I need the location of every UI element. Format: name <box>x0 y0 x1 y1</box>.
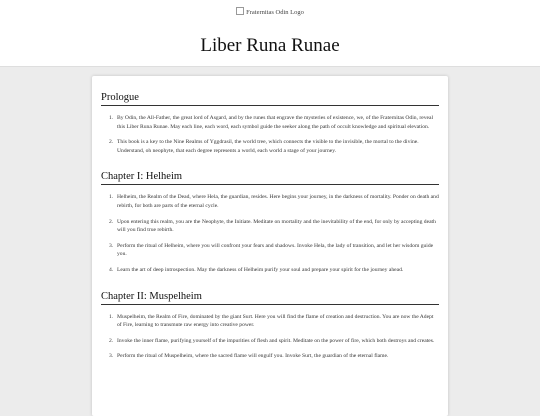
list-item: 2. This book is a key to the Nine Realms of Yggdrasil, the world tree, which connects the visible to the invisible, the mortal to the divine. Understand, oh neophyte, that each degree represents a world, each world a stage of your journey. <box>109 138 439 155</box>
list-item-text: Perform the ritual of Helheim, where you will confront your fears and shadows. Invoke Hela, the lady of transition, and let her wisdom guide you. <box>117 242 434 258</box>
section-chapter-1 <box>101 171 439 274</box>
list-item: 1. Muspelheim, the Realm of Fire, dominated by the giant Surt. Here you will find the flame of creation and destruction. You are now the Adept of Fire, learning to transmute raw energy into creative power. <box>109 313 439 330</box>
list-item: 3. Perform the ritual of Helheim, where you will confront your fears and shadows. Invoke Hela, the lady of transition, and let her wisdom guide you. <box>109 242 439 259</box>
list-item-text: By Odin, the All-Father, the great lord of Asgard, and by the runes that engrave the mysteries of existence, we, of the Fraternitas Odin, reveal this Liber Runa Runae. May each line, each word, each symbol guide the seeker along the path of occult knowledge and spiritual elevation. <box>117 115 434 130</box>
list-item-text: Muspelheim, the Realm of Fire, dominated by the giant Surt. Here you will find the flame of creation and destruction. You are now the Adept of Fire, learning to transmute raw energy into creative power. <box>117 313 434 329</box>
list-item-text: This book is a key to the Nine Realms of Yggdrasil, the world tree, which connects the visible to the invisible, the mortal to the divine. Understand, oh neophyte, that each degree represents a world, each world a stage of your journey. <box>117 139 419 154</box>
list-item: 3. Perform the ritual of Muspelheim, where the sacred flame will engulf you. Invoke Surt, the guardian of the eternal flame. <box>109 352 439 361</box>
logo-alt-text: Fraternitas Odin Logo <box>246 9 304 16</box>
list-item-text: Perform the ritual of Muspelheim, where the sacred flame will engulf you. Invoke Surt, the guardian of the eternal flame. <box>117 353 389 360</box>
section-heading: Chapter I: Helheim <box>101 171 439 185</box>
section-chapter-2 <box>101 291 439 361</box>
section-list <box>101 114 439 155</box>
list-item: 1. By Odin, the All-Father, the great lord of Asgard, and by the runes that engrave the mysteries of existence, we, of the Fraternitas Odin, reveal this Liber Runa Runae. May each line, each word, each symbol guide the seeker along the path of occult knowledge and spiritual elevation. <box>109 114 439 131</box>
list-item: 2. Upon entering this realm, you are the Neophyte, the Initiate. Meditate on mortality and the inevitability of the end, for only by accepting death will you find true rebirth. <box>109 218 439 235</box>
list-item-text: Upon entering this realm, you are the Neophyte, the Initiate. Meditate on mortality and the inevitability of the end, for only by accepting death will you find true rebirth. <box>117 218 436 234</box>
list-item: 4. Learn the art of deep introspection. May the darkness of Helheim purify your soul and prepare your spirit for the journey ahead. <box>109 266 439 275</box>
logo-image <box>0 7 540 17</box>
broken-image-icon <box>236 7 244 15</box>
section-heading: Chapter II: Muspelheim <box>101 291 439 305</box>
section-heading: Prologue <box>101 92 439 106</box>
page-title: Liber Runa Runae <box>200 35 340 56</box>
list-item: 1. Helheim, the Realm of the Dead, where Hela, the guardian, resides. Here begins your journey, in the darkness of mortality. Ponder on death and rebirth, for both are parts of the eternal cycle. <box>109 194 439 209</box>
section-list <box>101 193 439 274</box>
list-item-text: Helheim, the Realm of the Dead, where Hela, the guardian, resides. Here begins your journey, in the darkness of mortality. Ponder on death and rebirth, for both are parts of the eternal cycle. <box>117 194 439 209</box>
list-item: 2. Invoke the inner flame, purifying yourself of the impurities of flesh and spirit. Meditate on the power of fire, which both destroys and creates. <box>109 337 439 346</box>
section-prologue <box>101 92 439 155</box>
list-item-text: Learn the art of deep introspection. May the darkness of Helheim purify your soul and prepare your spirit for the journey ahead. <box>117 266 404 273</box>
section-list <box>101 313 439 361</box>
list-item-text: Invoke the inner flame, purifying yourself of the impurities of flesh and spirit. Meditate on the power of fire, which both destroys and creates. <box>117 337 435 344</box>
page-header <box>0 0 540 67</box>
content-card <box>92 76 448 416</box>
